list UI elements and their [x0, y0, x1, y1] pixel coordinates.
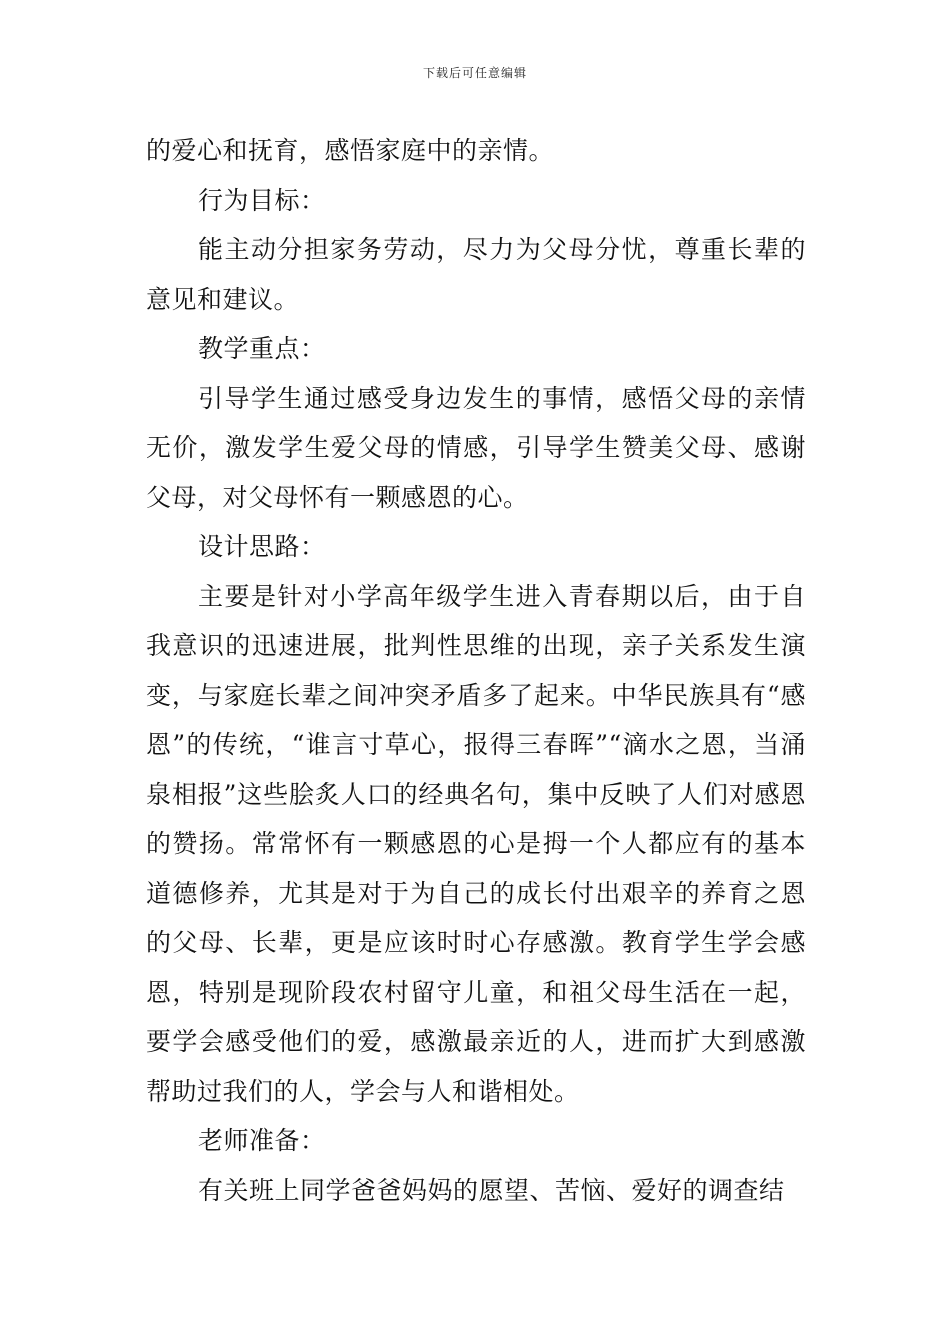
paragraph-teacher-preparation: 有关班上同学爸爸妈妈的愿望、苦恼、爱好的调查结 — [198, 1175, 785, 1205]
paragraph-design-idea: 主要是针对小学高年级学生进入青春期以后，由于自我意识的迅速进展，批判性思维的出现，亲子关系发生演变，与家庭长辈之间冲突矛盾多了起来。中华民族具有“感恩”的传统，“谁言寸草心，报得三春晖”“滴水之恩，当涌泉相报”这些脍炙人口的经典名句，集中反映了人们对感恩的赞扬。常常怀有一颗感恩的心是拇一个人都应有的基本道德修养，尤其是对于为自己的成长付出艰辛的养育之恩的父母、长辈，更是应该时时心存感激。教育学生学会感恩，特别是现阶段农村留守儿童，和祖父母生活在一起，要学会感受他们的爱，感激最亲近的人，进而扩大到感激帮助过我们的人，学会与人和谐相处。 — [146, 581, 806, 1106]
page-header: 下载后可任意编辑 — [422, 66, 527, 80]
paragraph-teaching-focus: 引导学生通过感受身边发生的事情，感悟父母的亲情无价，激发学生爱父母的情感，引导学生赞美父母、感谢父母，对父母怀有一颗感恩的心。 — [146, 383, 806, 512]
heading-behavior-goals: 行为目标： — [198, 185, 326, 215]
paragraph-behavior-goals: 能主动分担家务劳动，尽力为父母分忧，尊重长辈的意见和建议。 — [146, 235, 806, 314]
heading-design-idea: 设计思路： — [198, 532, 326, 561]
heading-teaching-focus: 教学重点： — [198, 334, 326, 363]
document-body — [146, 126, 806, 1215]
heading-teacher-preparation: 老师准备： — [198, 1126, 326, 1155]
paragraph-continuation: 的爱心和抚育，感悟家庭中的亲情。 — [146, 136, 555, 165]
